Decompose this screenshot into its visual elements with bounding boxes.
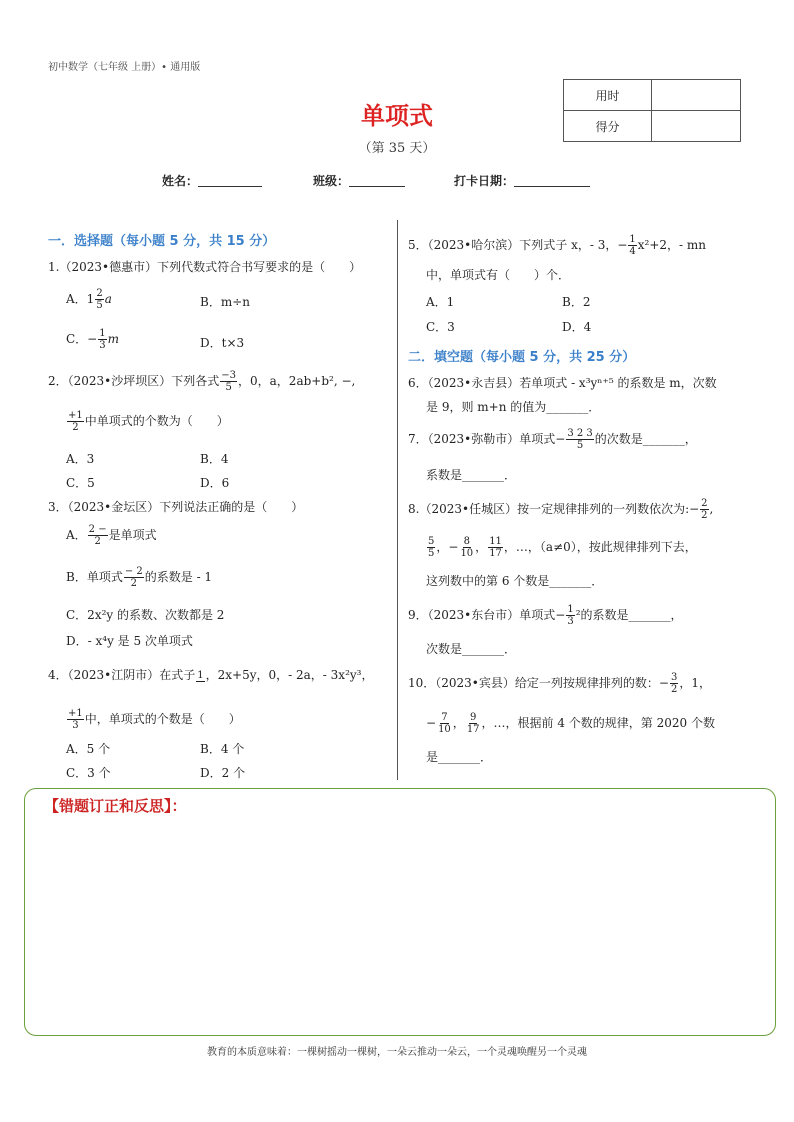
q3-option-c[interactable]: C．2x²y 的系数、次数都是 2 bbox=[66, 608, 225, 622]
q6-line1: 6．（2023•永吉县）若单项式 - x³yⁿ⁺⁵ 的系数是 m，次数 bbox=[408, 376, 717, 390]
page-title: 单项式 bbox=[361, 102, 433, 130]
section-fill: 二．填空题（每小题 5 分，共 25 分） bbox=[408, 350, 636, 365]
q4-option-d[interactable]: D．2 个 bbox=[200, 766, 246, 780]
column-divider bbox=[397, 220, 398, 780]
section-choice: 一．选择题（每小题 5 分，共 15 分） bbox=[48, 234, 276, 249]
q6-line2: 是 9，则 m+n 的值为_______． bbox=[426, 400, 601, 414]
q1-option-b[interactable]: B．m÷n bbox=[200, 295, 250, 309]
class-label: 班级： bbox=[313, 174, 350, 188]
q3-stem: 3．（2023•金坛区）下列说法正确的是（ ） bbox=[48, 500, 304, 514]
q2-option-a[interactable]: A．3 bbox=[66, 452, 95, 466]
q4-option-a[interactable]: A．5 个 bbox=[66, 742, 111, 756]
class-field[interactable] bbox=[313, 172, 405, 189]
q7-line1: 7．（2023•弥勒市）单项式− $\frac{3 2 3}{5}$ 的次数是_______， bbox=[408, 428, 697, 451]
q2-option-d[interactable]: D．6 bbox=[200, 476, 230, 490]
q8-line3: 这列数中的第 6 个数是_______． bbox=[426, 574, 604, 588]
q3-option-b[interactable]: B．单项式 $\frac{- 2}{2}$ 的系数是 - 1 bbox=[66, 566, 213, 589]
name-field[interactable] bbox=[162, 172, 262, 189]
q8-line1: 8.（2023•任城区）按一定规律排列的一列数依次为:− $\frac{2}{2}$ , bbox=[408, 498, 714, 521]
q2-line1: 2．（2023•沙坪坝区）下列各式 $\frac{-3}{5}$ ，0，a，2ab+b², −, bbox=[48, 370, 356, 393]
q1-option-c[interactable]: C．− $\frac{1}{3}$ m bbox=[66, 328, 120, 351]
q5-line1: 5．（2023•哈尔滨）下列式子 x，- 3，− $\frac{1}{4}$ x²+2，- mn bbox=[408, 234, 707, 257]
time-label: 用时 bbox=[564, 80, 652, 111]
date-label: 打卡日期： bbox=[454, 174, 515, 188]
q10-line3: 是_______． bbox=[426, 750, 493, 764]
score-value[interactable] bbox=[652, 111, 741, 142]
q10-line1: 10．（2023•宾县）给定一列按规律排列的数：− $\frac{3}{2}$ ，1， bbox=[408, 672, 711, 695]
q3-option-d[interactable]: D．- x⁴y 是 5 次单项式 bbox=[66, 634, 193, 648]
q5-option-a[interactable]: A．1 bbox=[426, 295, 455, 309]
q4-line2: $\frac{+1}{3}$ 中，单项式的个数是（ ） bbox=[68, 708, 241, 731]
q2-line2: $\frac{+1}{2}$ 中单项式的个数为（ ） bbox=[68, 410, 229, 433]
day-label: （第 35 天） bbox=[358, 141, 436, 156]
footer-quote: 教育的本质意味着：一棵树摇动一棵树，一朵云推动一朵云，一个灵魂唤醒另一个灵魂 bbox=[207, 1047, 587, 1058]
q1-stem: 1.（2023•德惠市）下列代数式符合书写要求的是（ ） bbox=[48, 260, 362, 274]
q2-option-b[interactable]: B．4 bbox=[200, 452, 229, 466]
q5-option-d[interactable]: D．4 bbox=[562, 320, 592, 334]
q5-option-c[interactable]: C．3 bbox=[426, 320, 455, 334]
header-text: 初中数学（七年级 上册）• 通用版 bbox=[48, 62, 201, 73]
q9-line1: 9．（2023•东台市）单项式− $\frac{1}{3}$ ²的系数是_______， bbox=[408, 604, 683, 627]
score-label: 得分 bbox=[564, 111, 652, 142]
q5-option-b[interactable]: B．2 bbox=[562, 295, 591, 309]
date-field[interactable] bbox=[454, 172, 590, 189]
q9-line2: 次数是_______． bbox=[426, 642, 517, 656]
q8-line2: $\frac{5}{5}$ ，− $\frac{8}{10}$ ， $\frac{11}{17}$ ，…，（a≠0），按此规律排列下去， bbox=[428, 536, 697, 559]
name-label: 姓名： bbox=[162, 174, 199, 188]
q2-option-c[interactable]: C．5 bbox=[66, 476, 95, 490]
q4-line1: 4．（2023•江阴市）在式子 1 ，2x+5y，0，- 2a，- 3x²y³， bbox=[48, 668, 374, 682]
time-value[interactable] bbox=[652, 80, 741, 111]
reflection-title: 【错题订正和反思】： bbox=[44, 797, 187, 815]
q10-line2: − $\frac{7}{10}$ ， $\frac{9}{17}$ ，…，根据前 4 个数的规律，第 2020 个数 bbox=[426, 712, 715, 735]
q5-line2: 中，单项式有（ ）个． bbox=[426, 268, 571, 282]
q3-option-a[interactable]: A． $\frac{2 -}{2}$ 是单项式 bbox=[66, 524, 157, 547]
time-score-table bbox=[563, 79, 741, 142]
reflection-box[interactable] bbox=[24, 788, 776, 1036]
q4-option-b[interactable]: B．4 个 bbox=[200, 742, 245, 756]
q1-option-a[interactable]: A．1 $\frac{2}{5}$ a bbox=[66, 288, 112, 311]
q7-line2: 系数是_______． bbox=[426, 468, 517, 482]
q1-option-d[interactable]: D．t×3 bbox=[200, 336, 245, 350]
q4-option-c[interactable]: C．3 个 bbox=[66, 766, 111, 780]
